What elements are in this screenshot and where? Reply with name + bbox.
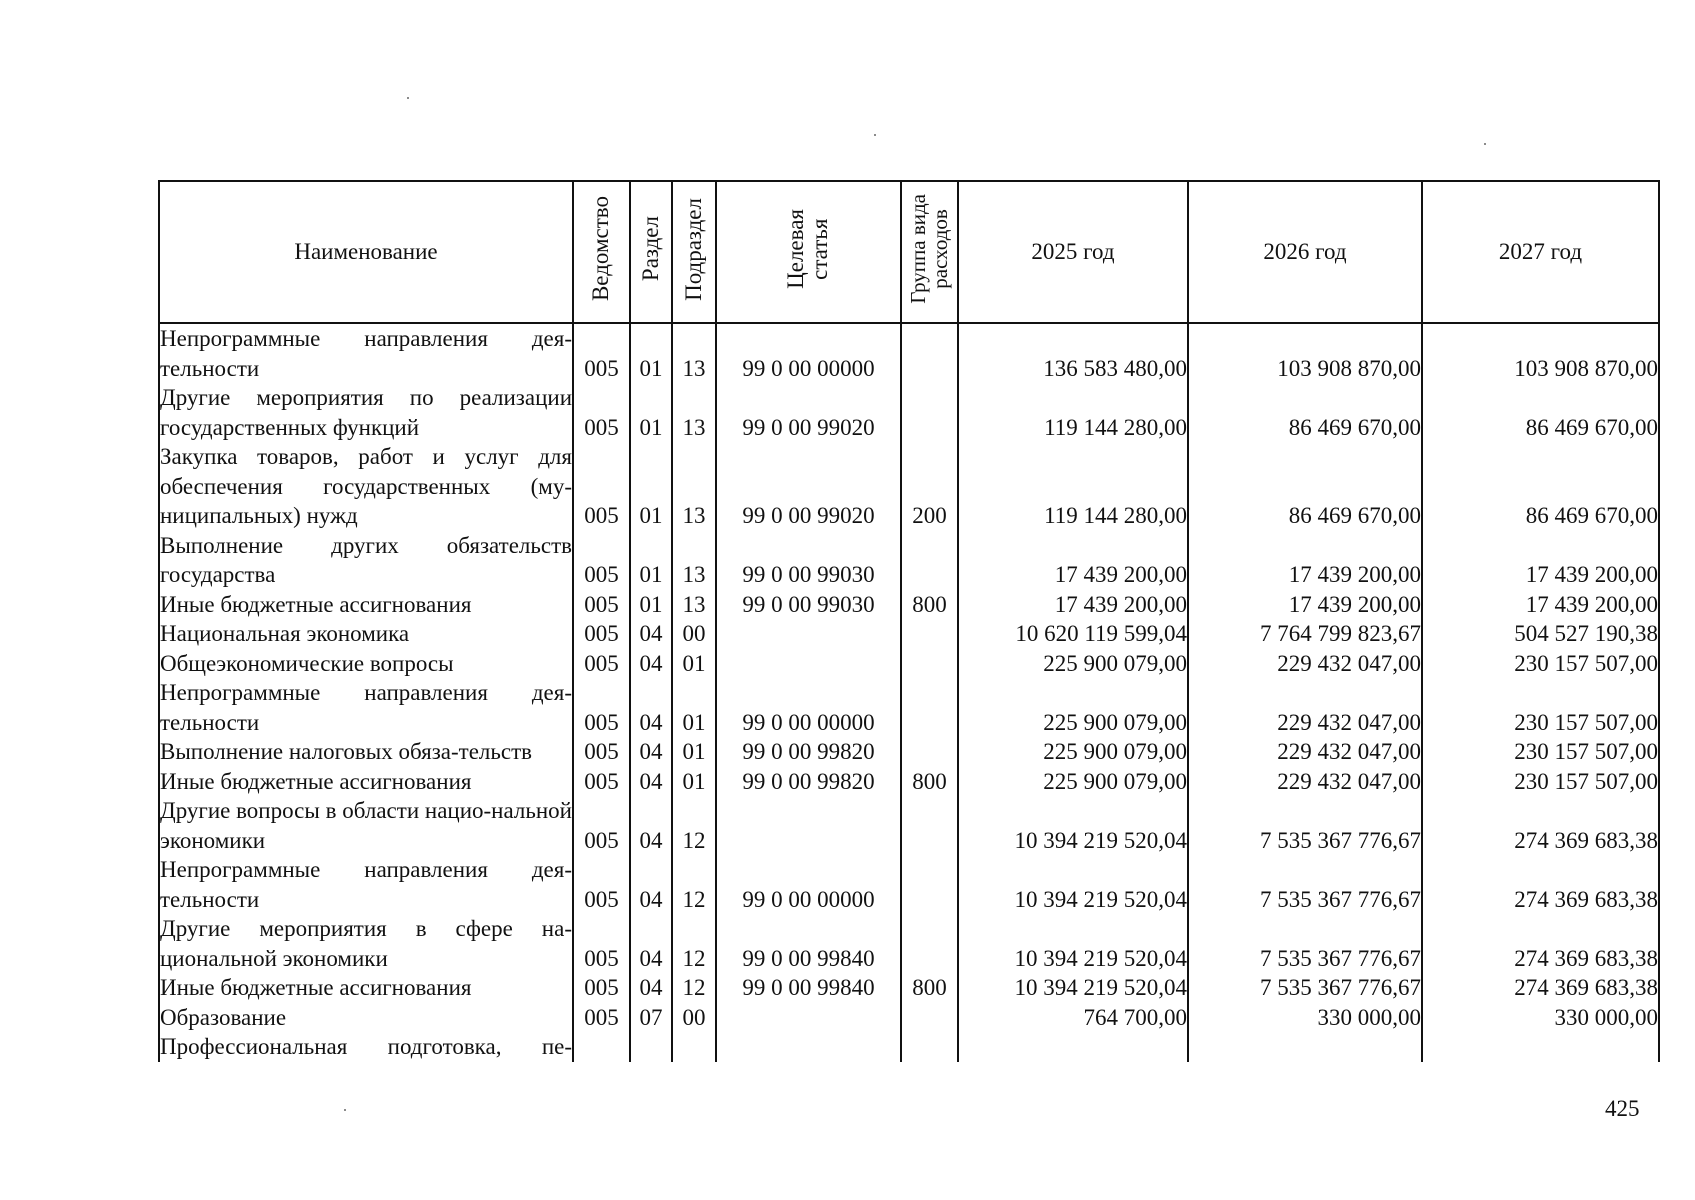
- col-header-dept: [573, 181, 630, 323]
- row-dept: 005: [573, 767, 630, 797]
- row-amount-2025: 10 394 219 520,04: [958, 855, 1188, 914]
- row-amount-2026: 330 000,00: [1188, 1003, 1422, 1033]
- row-amount-2025: 225 900 079,00: [958, 678, 1188, 737]
- row-dept: 005: [573, 796, 630, 855]
- row-amount-2025: 10 394 219 520,04: [958, 973, 1188, 1003]
- row-subsection: 12: [672, 973, 716, 1003]
- row-name: Выполнение других обязательств государства: [159, 531, 573, 590]
- row-target: 99 0 00 99840: [716, 973, 901, 1003]
- col-header-name: Наименование: [159, 181, 573, 323]
- row-amount-2025: 10 394 219 520,04: [958, 796, 1188, 855]
- col-header-2025: 2025 год: [958, 181, 1188, 323]
- row-amount-2026: 17 439 200,00: [1188, 531, 1422, 590]
- scan-speck: [874, 134, 876, 136]
- col-header-target-label: Целевая статья: [783, 209, 833, 289]
- row-empty-cell: [958, 1032, 1188, 1062]
- scan-speck: [344, 1109, 346, 1111]
- row-subsection: 12: [672, 796, 716, 855]
- row-name: Общеэкономические вопросы: [159, 649, 573, 679]
- row-subsection: 13: [672, 442, 716, 531]
- row-name: Выполнение налоговых обяза-тельств: [159, 737, 573, 767]
- row-amount-2025: 10 620 119 599,04: [958, 619, 1188, 649]
- row-amount-2027: 86 469 670,00: [1422, 383, 1659, 442]
- row-group: [901, 531, 958, 590]
- row-dept: 005: [573, 649, 630, 679]
- row-name: Иные бюджетные ассигнования: [159, 973, 573, 1003]
- scan-speck: [1484, 143, 1486, 145]
- row-section: 04: [630, 796, 672, 855]
- row-amount-2027: 504 527 190,38: [1422, 619, 1659, 649]
- row-amount-2027: 274 369 683,38: [1422, 973, 1659, 1003]
- row-name: Закупка товаров, работ и услуг для обеспечения государственных (му-ниципальных) нужд: [159, 442, 573, 531]
- row-section: 04: [630, 737, 672, 767]
- row-name: Другие мероприятия в сфере на-циональной экономики: [159, 914, 573, 973]
- row-amount-2026: 7 535 367 776,67: [1188, 796, 1422, 855]
- row-amount-2027: 230 157 507,00: [1422, 649, 1659, 679]
- row-section: 01: [630, 323, 672, 383]
- row-group: [901, 1003, 958, 1033]
- table-row-continued: [159, 1032, 1659, 1062]
- row-subsection: 13: [672, 590, 716, 620]
- row-subsection: 12: [672, 855, 716, 914]
- row-name: Непрограммные направления дея-тельности: [159, 678, 573, 737]
- row-section: 04: [630, 767, 672, 797]
- row-section: 04: [630, 973, 672, 1003]
- col-header-group: [901, 181, 958, 323]
- row-group: [901, 383, 958, 442]
- row-amount-2027: 274 369 683,38: [1422, 914, 1659, 973]
- row-amount-2026: 229 432 047,00: [1188, 767, 1422, 797]
- col-header-2026: 2026 год: [1188, 181, 1422, 323]
- row-target: 99 0 00 00000: [716, 678, 901, 737]
- row-amount-2026: 229 432 047,00: [1188, 678, 1422, 737]
- row-name: Непрограммные направления дея-тельности: [159, 855, 573, 914]
- row-group: [901, 678, 958, 737]
- row-amount-2027: 274 369 683,38: [1422, 796, 1659, 855]
- row-target: 99 0 00 99020: [716, 383, 901, 442]
- row-name: Образование: [159, 1003, 573, 1033]
- row-amount-2027: 230 157 507,00: [1422, 737, 1659, 767]
- col-header-section-label: Раздел: [637, 216, 663, 282]
- row-subsection: 01: [672, 678, 716, 737]
- row-group: 800: [901, 767, 958, 797]
- table-row: [159, 619, 1659, 649]
- row-target: 99 0 00 99030: [716, 590, 901, 620]
- row-empty-cell: [1422, 1032, 1659, 1062]
- table-row: [159, 678, 1659, 737]
- row-amount-2025: 119 144 280,00: [958, 442, 1188, 531]
- table-row: [159, 767, 1659, 797]
- row-amount-2026: 7 535 367 776,67: [1188, 855, 1422, 914]
- row-dept: 005: [573, 973, 630, 1003]
- row-target: 99 0 00 99030: [716, 531, 901, 590]
- col-header-target: [716, 181, 901, 323]
- row-subsection: 00: [672, 619, 716, 649]
- row-group: [901, 737, 958, 767]
- row-group: [901, 855, 958, 914]
- row-amount-2026: 229 432 047,00: [1188, 649, 1422, 679]
- row-amount-2026: 7 764 799 823,67: [1188, 619, 1422, 649]
- row-section: 04: [630, 678, 672, 737]
- row-subsection: 01: [672, 767, 716, 797]
- row-dept: 005: [573, 619, 630, 649]
- row-group: 800: [901, 590, 958, 620]
- table-header-row: [159, 181, 1659, 323]
- row-amount-2026: 103 908 870,00: [1188, 323, 1422, 383]
- row-dept: 005: [573, 855, 630, 914]
- row-empty-cell: [672, 1032, 716, 1062]
- row-dept: 005: [573, 323, 630, 383]
- col-header-section: [630, 181, 672, 323]
- row-amount-2025: 136 583 480,00: [958, 323, 1188, 383]
- row-empty-cell: [630, 1032, 672, 1062]
- row-subsection: 01: [672, 737, 716, 767]
- table-row: [159, 737, 1659, 767]
- row-dept: 005: [573, 737, 630, 767]
- row-amount-2027: 103 908 870,00: [1422, 323, 1659, 383]
- row-amount-2025: 17 439 200,00: [958, 590, 1188, 620]
- row-section: 01: [630, 590, 672, 620]
- row-amount-2027: 230 157 507,00: [1422, 767, 1659, 797]
- page-number: 425: [1605, 1096, 1640, 1121]
- row-target: 99 0 00 99820: [716, 767, 901, 797]
- row-subsection: 00: [672, 1003, 716, 1033]
- row-target: 99 0 00 99840: [716, 914, 901, 973]
- row-section: 01: [630, 442, 672, 531]
- row-subsection: 13: [672, 531, 716, 590]
- row-group: [901, 619, 958, 649]
- row-name: Иные бюджетные ассигнования: [159, 590, 573, 620]
- row-group: [901, 323, 958, 383]
- row-amount-2025: 225 900 079,00: [958, 649, 1188, 679]
- table-row: [159, 590, 1659, 620]
- row-section: 01: [630, 383, 672, 442]
- row-amount-2026: 7 535 367 776,67: [1188, 914, 1422, 973]
- row-target: [716, 649, 901, 679]
- row-group: [901, 914, 958, 973]
- row-subsection: 12: [672, 914, 716, 973]
- row-amount-2027: 86 469 670,00: [1422, 442, 1659, 531]
- row-amount-2027: 17 439 200,00: [1422, 590, 1659, 620]
- row-target: 99 0 00 99820: [716, 737, 901, 767]
- col-header-subsection: [672, 181, 716, 323]
- row-amount-2027: 230 157 507,00: [1422, 678, 1659, 737]
- budget-table: [158, 180, 1660, 1062]
- row-group: 200: [901, 442, 958, 531]
- row-amount-2026: 17 439 200,00: [1188, 590, 1422, 620]
- scan-speck: [407, 97, 409, 99]
- col-header-group-label: Группа вида расходов: [906, 194, 953, 304]
- table-row: [159, 649, 1659, 679]
- row-amount-2027: 17 439 200,00: [1422, 531, 1659, 590]
- row-name: Иные бюджетные ассигнования: [159, 767, 573, 797]
- row-amount-2025: 17 439 200,00: [958, 531, 1188, 590]
- row-section: 01: [630, 531, 672, 590]
- row-dept: 005: [573, 531, 630, 590]
- row-dept: 005: [573, 914, 630, 973]
- row-target: 99 0 00 00000: [716, 323, 901, 383]
- table-row: [159, 855, 1659, 914]
- row-subsection: 13: [672, 323, 716, 383]
- row-amount-2026: 86 469 670,00: [1188, 442, 1422, 531]
- row-empty-cell: [716, 1032, 901, 1062]
- row-group: 800: [901, 973, 958, 1003]
- row-amount-2025: 764 700,00: [958, 1003, 1188, 1033]
- col-header-2027: 2027 год: [1422, 181, 1659, 323]
- row-name: Другие вопросы в области нацио-нальной экономики: [159, 796, 573, 855]
- table-row: [159, 1003, 1659, 1033]
- table-row: [159, 323, 1659, 383]
- row-section: 04: [630, 619, 672, 649]
- row-amount-2026: 229 432 047,00: [1188, 737, 1422, 767]
- row-subsection: 13: [672, 383, 716, 442]
- row-amount-2025: 119 144 280,00: [958, 383, 1188, 442]
- row-amount-2025: 225 900 079,00: [958, 767, 1188, 797]
- col-header-subsection-label: Подраздел: [680, 197, 706, 301]
- row-amount-2027: 274 369 683,38: [1422, 855, 1659, 914]
- row-name: Национальная экономика: [159, 619, 573, 649]
- row-target: 99 0 00 99020: [716, 442, 901, 531]
- row-dept: 005: [573, 442, 630, 531]
- row-subsection: 01: [672, 649, 716, 679]
- col-header-dept-label: Ведомство: [588, 196, 614, 302]
- table-row: [159, 383, 1659, 442]
- table-row: [159, 796, 1659, 855]
- row-group: [901, 649, 958, 679]
- row-group: [901, 796, 958, 855]
- row-target: [716, 796, 901, 855]
- row-dept: 005: [573, 1003, 630, 1033]
- table-row: [159, 442, 1659, 531]
- row-name: Профессиональная подготовка, пе-: [159, 1032, 573, 1062]
- row-amount-2025: 225 900 079,00: [958, 737, 1188, 767]
- row-section: 04: [630, 649, 672, 679]
- row-amount-2026: 86 469 670,00: [1188, 383, 1422, 442]
- row-dept: 005: [573, 590, 630, 620]
- row-name: Другие мероприятия по реализации государственных функций: [159, 383, 573, 442]
- row-section: 07: [630, 1003, 672, 1033]
- row-empty-cell: [1188, 1032, 1422, 1062]
- row-section: 04: [630, 855, 672, 914]
- row-target: [716, 1003, 901, 1033]
- row-dept: 005: [573, 383, 630, 442]
- row-empty-cell: [573, 1032, 630, 1062]
- row-target: 99 0 00 00000: [716, 855, 901, 914]
- row-amount-2025: 10 394 219 520,04: [958, 914, 1188, 973]
- row-amount-2026: 7 535 367 776,67: [1188, 973, 1422, 1003]
- row-dept: 005: [573, 678, 630, 737]
- row-empty-cell: [901, 1032, 958, 1062]
- table-row: [159, 914, 1659, 973]
- table-row: [159, 531, 1659, 590]
- row-name: Непрограммные направления дея-тельности: [159, 323, 573, 383]
- table-row: [159, 973, 1659, 1003]
- row-amount-2027: 330 000,00: [1422, 1003, 1659, 1033]
- row-target: [716, 619, 901, 649]
- row-section: 04: [630, 914, 672, 973]
- table-body: [159, 323, 1659, 1062]
